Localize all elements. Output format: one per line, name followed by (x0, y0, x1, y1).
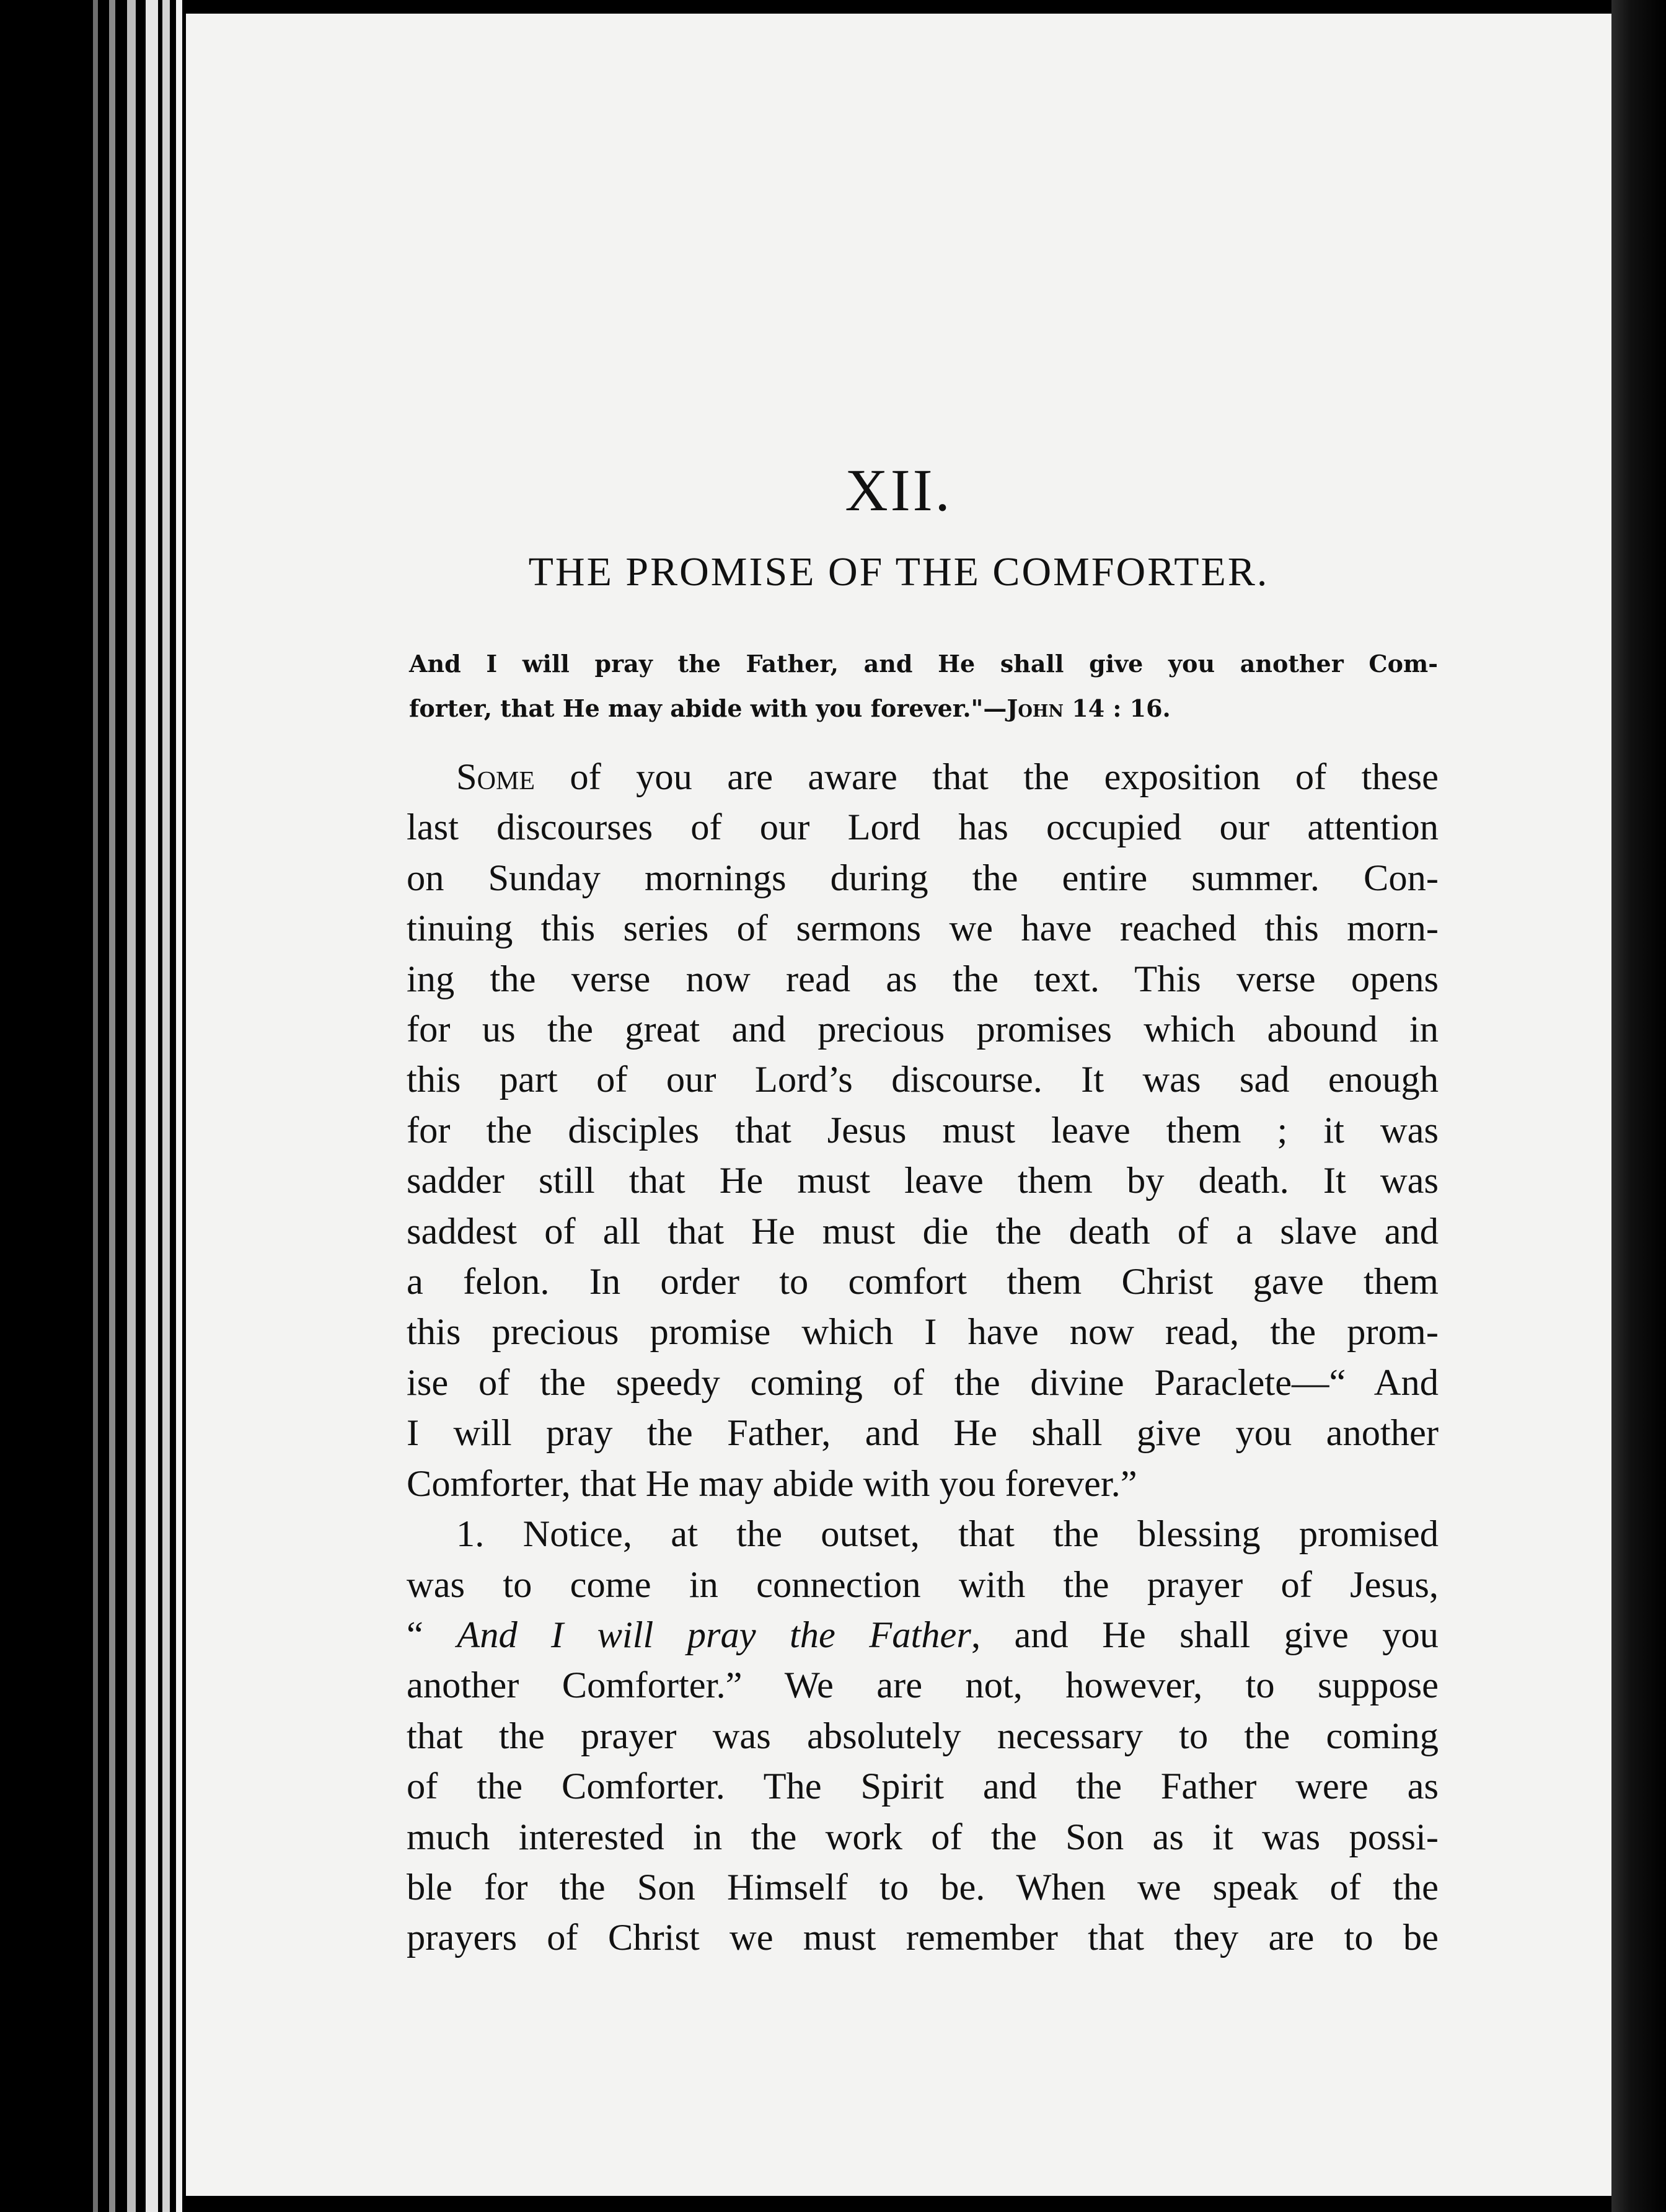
text-line: prayers of Christ we must remember that they are to be (407, 1917, 1439, 1959)
text-line: this precious promise which I have now read, the prom- (407, 1311, 1439, 1353)
text-line: of the Comforter. The Spirit and the Father were as (407, 1766, 1439, 1808)
book-edge (109, 0, 115, 2212)
text-line: for us the great and precious promises which abound in (407, 1009, 1439, 1051)
text-line: another Comforter.” We are not, however, to suppose (407, 1665, 1439, 1707)
italic-quotation: And I will pray the Father (457, 1614, 971, 1656)
text-line: on Sunday mornings during the entire summer. Con- (407, 857, 1439, 899)
book-edge (176, 0, 182, 2212)
text-line: a felon. In order to comfort them Christ gave them (407, 1261, 1439, 1303)
lead-word: Some (456, 756, 535, 798)
chapter-number: XII. (845, 457, 953, 523)
epigraph (409, 642, 1438, 731)
epigraph-line: And I will pray the Father, and He shall give you another Com- (409, 650, 1438, 678)
text-line: “ And I will pray the Father, and He shall give you (407, 1614, 1439, 1656)
text-line: this part of our Lord’s discourse. It was sad enough (407, 1059, 1439, 1101)
text-line: that the prayer was absolutely necessary to the coming (407, 1715, 1439, 1757)
text-line: ing the verse now read as the text. This verse opens (407, 958, 1439, 1000)
text-line: sadder still that He must leave them by death. It was (407, 1160, 1439, 1202)
text-line: Comforter, that He may abide with you forever.” (407, 1462, 1137, 1505)
text-line: last discourses of our Lord has occupied our attention (407, 807, 1439, 849)
scripture-reference-verse: 14 : 16. (1064, 694, 1171, 722)
text-line: ble for the Son Himself to be. When we speak of the (407, 1866, 1439, 1908)
page-gutter-shadow (1611, 0, 1666, 2212)
chapter-title: THE PROMISE OF THE COMFORTER. (528, 549, 1269, 595)
epigraph-line (409, 686, 1438, 731)
text-line: Some of you are aware that the exposition of these (456, 756, 1439, 798)
book-edge (146, 0, 158, 2212)
text-line: tinuing this series of sermons we have reached this morn- (407, 908, 1439, 950)
text-line: I will pray the Father, and He shall give you another (407, 1412, 1439, 1454)
book-edge (127, 0, 136, 2212)
text-line: saddest of all that He must die the death of a slave and (407, 1210, 1439, 1252)
text-line: 1. Notice, at the outset, that the blessing promised (456, 1513, 1439, 1555)
epigraph-text: forter, that He may abide with you forever."— (409, 694, 1007, 722)
body-text (407, 752, 1439, 1963)
text-line: for the disciples that Jesus must leave them ; it was (407, 1109, 1439, 1151)
text-line: was to come in connection with the prayer of Jesus, (407, 1564, 1439, 1606)
scripture-reference-book: John (1007, 694, 1064, 722)
text-line: ise of the speedy coming of the divine Paraclete—“ And (407, 1361, 1439, 1404)
book-edge (93, 0, 98, 2212)
text-line: much interested in the work of the Son as it was possi- (407, 1816, 1439, 1858)
book-edge (162, 0, 170, 2212)
